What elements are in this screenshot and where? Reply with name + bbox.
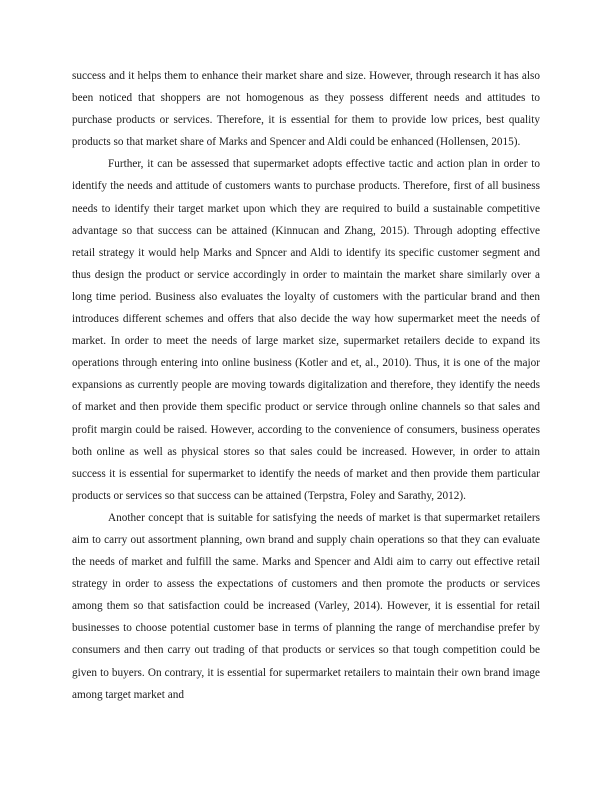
paragraph-continuation: success and it helps them to enhance their market share and size. However, through research it has also been noticed that shoppers are not homogenous as they possess different needs and attitudes to purchase products or services. Therefore, it is essential for them to provide low prices, best quality products so that market share of Marks and Spencer and Aldi could be enhanced (Hollensen, 2015).	[72, 70, 540, 149]
body-text	[72, 65, 540, 706]
paragraph-assortment-planning: Another concept that is suitable for satisfying the needs of market is that supermarket retailers aim to carry out assortment planning, own brand and supply chain operations so that they can evaluate the needs of market and fulfill the same. Marks and Spencer and Aldi aim to carry out effective retail strategy in order to assess the expectations of customers and then promote the products or services among them so that satisfaction could be increased (Varley, 2014). However, it is essential for retail businesses to choose potential customer base in terms of planning the range of merchandise prefer by consumers and then carry out trading of that products or services so that tough competition could be given to buyers. On contrary, it is essential for supermarket retailers to maintain their own brand image among target market and	[72, 511, 540, 701]
paragraph-retail-tactics: Further, it can be assessed that supermarket adopts effective tactic and action plan in order to identify the needs and attitude of customers wants to purchase products. Therefore, first of all business needs to identify their target market upon which they are required to build a sustainable competitive advantage so that success can be attained (Kinnucan and Zhang, 2015). Through adopting effective retail strategy it would help Marks and Spncer and Aldi to identify its specific customer segment and thus design the product or service accordingly in order to maintain the market share similarly over a long time period. Business also evaluates the loyalty of customers with the particular brand and then introduces different schemes and offers that also decide the way how supermarket meet the needs of market. In order to meet the needs of large market size, supermarket retailers decide to expand its operations through entering into online business (Kotler and et, al., 2010). Thus, it is one of the major expansions as currently people are moving towards digitalization and therefore, they identify the needs of market and then provide them specific product or service through online channels so that sales and profit margin could be raised. However, according to the convenience of consumers, business operates both online as well as physical stores so that sales could be increased. However, in order to attain success it is essential for supermarket to identify the needs of market and then provide them particular products or services so that success can be attained (Terpstra, Foley and Sarathy, 2012).	[72, 158, 540, 502]
